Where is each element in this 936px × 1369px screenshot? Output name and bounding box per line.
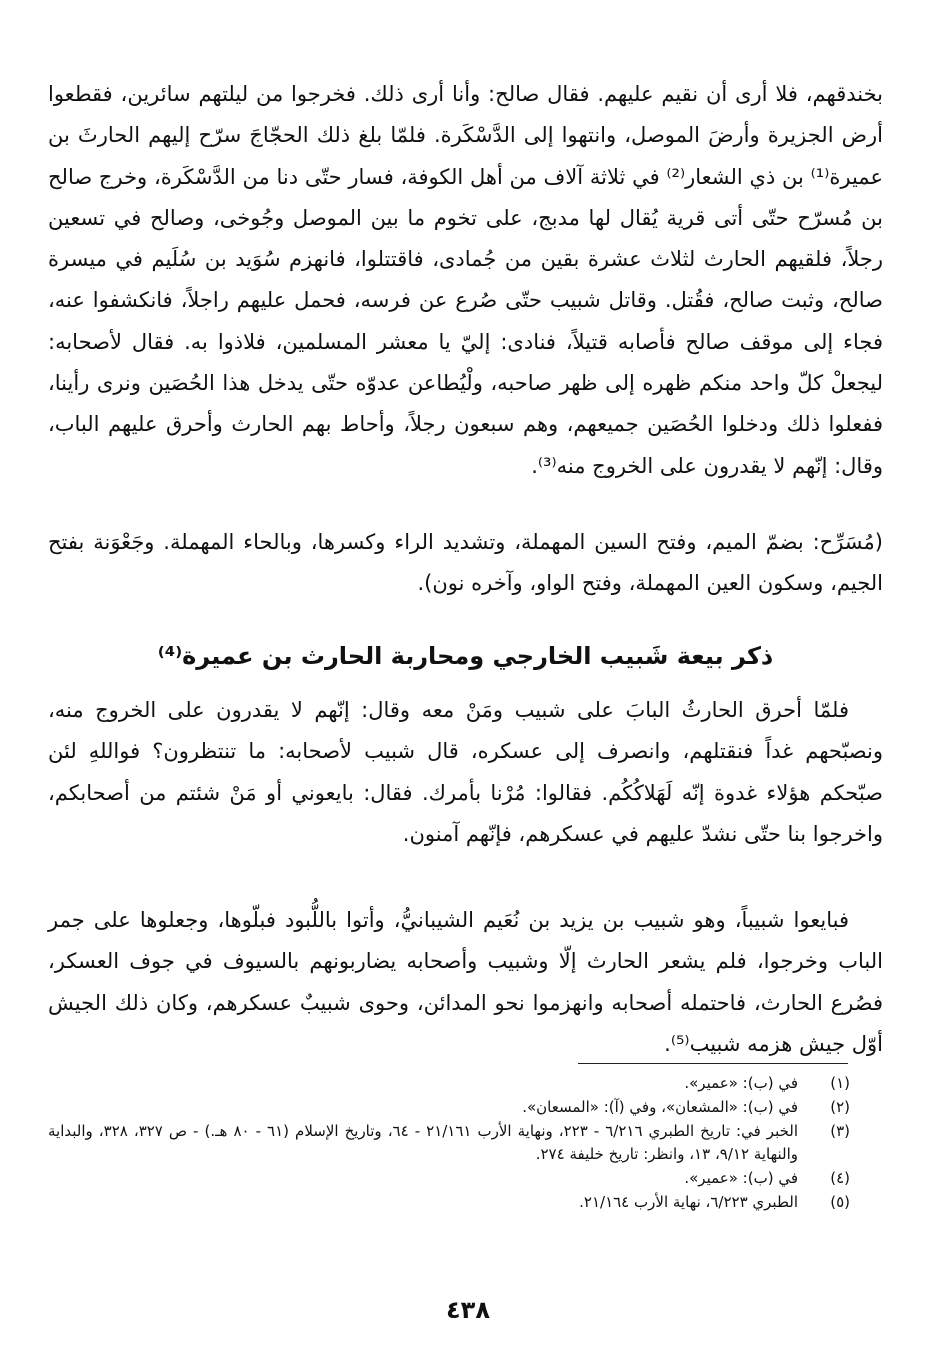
footnote-separator <box>578 1063 848 1064</box>
footnote-text: في (ب): «عمير». <box>684 1074 798 1092</box>
footnote-text: في (ب): «المشعان»، وفي (آ): «المسعان». <box>522 1098 798 1116</box>
footnote-item <box>48 1167 850 1190</box>
footnote-text: في (ب): «عمير». <box>684 1169 798 1187</box>
pronunciation-gloss: (مُسَرِّح: بضمّ الميم، وفتح السين المهملة، وتشديد الراء وكسرها، وبالحاء المهملة. وجَعْوَنة بفتح الجيم، وسكون العين المهملة، وفتح الواو، وآخره نون). <box>48 530 883 596</box>
footnote-number: (٥) <box>830 1193 850 1211</box>
footnotes <box>48 1072 850 1215</box>
footnote-item <box>48 1120 850 1166</box>
footnote-number: (٢) <box>830 1098 850 1116</box>
paragraph-allegiance: فبايعوا شبيباً، وهو شبيب بن يزيد بن نُعَيم الشيبانيُّ، وأتوا باللُّبود فبلّوها، وجعلوها على جمر الباب وخرجوا، فلم يشعر الحارث إلّا وشبيب وأصحابه يضاربونهم بالسيوف في جوف العسكر، فصُرع الحارث، فاحتمله أصحابه وانهزموا نحو المدائن، وحوى شبيبٌ عسكرهم، وكان ذلك الجيش أوّل جيش هزمه شبيب⁽⁵⁾. <box>48 908 883 1056</box>
footnote-number: (١) <box>830 1074 850 1092</box>
main-paragraph: بخندقهم، فلا أرى أن نقيم عليهم. فقال صالح: وأنا أرى ذلك. فخرجوا من ليلتهم سائرين، فقطعوا أرض الجزيرة وأرضَ الموصل، وانتهوا إلى الدَّسْكَرة. فلمّا بلغ ذلك الحجّاجَ سرّح إليهم الحارثَ بن عميرة⁽¹⁾ بن ذي الشعار⁽²⁾ في ثلاثة آلاف من أهل الكوفة، فسار حتّى دنا من الدَّسْكَرة، وخرج صالح بن مُسرّح حتّى أتى قرية يُقال لها مدبج، على تخوم ما بين الموصل وجُوخى، وصالح في تسعين رجلاً، فلقيهم الحارث لثلاث عشرة بقين من جُمادى، فاقتتلوا، فانهزم سُوَيد بن سُلَيم في ميسرة صالح، وثبت صالح، فقُتل. وقاتل شبيب حتّى صُرع عن فرسه، فحمل عليهم راجلاً، فانكشفوا عنه، فجاء إلى موقف صالح فأصابه قتيلاً، فنادى: إليّ يا معشر المسلمين، فلاذوا به. فقال لأصحابه: ليجعلْ كلّ واحد منكم ظهره إلى ظهر صاحبه، ولْيُطاعن عدوّه حتّى يدخل هذا الحُصَين ونرى رأينا، ففعلوا ذلك ودخلوا الحُصَين جميعهم، وهم سبعون رجلاً، وأحاط بهم الحارث وأحرق عليهم الباب، وقال: إنّهم لا يقدرون على الخروج منه⁽³⁾. <box>48 82 883 478</box>
footnote-number: (٣) <box>830 1122 850 1140</box>
footnote-text: الطبري ٦/٢٢٣، نهاية الأرب ٢١/١٦٤. <box>579 1193 798 1211</box>
section-heading: ذكر بيعة شَبيب الخارجي ومحاربة الحارث بن عميرة⁽⁴⁾ <box>157 642 774 670</box>
page-number: ٤٣٨ <box>446 1296 490 1324</box>
footnote-number: (٤) <box>830 1169 850 1187</box>
footnote-item <box>48 1072 850 1095</box>
footnote-text: الخبر في: تاريخ الطبري ٦/٢١٦ - ٢٢٣، ونهاية الأرب ٢١/١٦١ - ٦٤، وتاريخ الإسلام (٦١ - ٨٠ هـ.) - ص ٣٢٧، ٣٢٨، والبداية والنهاية ٩/١٢، ١٣، وانظر: تاريخ خليفة ٢٧٤. <box>48 1122 799 1163</box>
footnote-item <box>48 1191 850 1214</box>
footnote-item <box>48 1096 850 1119</box>
paragraph-shabib-speech: فلمّا أحرق الحارثُ البابَ على شبيب ومَنْ معه وقال: إنّهم لا يقدرون على الخروج منه، ونصبّحهم غداً فنقتلهم، وانصرف إلى عسكره، قال شبيب لأصحابه: ما تنتظرون؟ فواللهِ لئن صبّحكم هؤلاء غدوة إنّه لَهَلاكُكُم. فقالوا: مُرْنا بأمرك. فقال: بايعوني أو مَنْ شئتم من أصحابكم، واخرجوا بنا حتّى نشدّ عليهم في عسكرهم، فإنّهم آمنون. <box>48 698 883 846</box>
